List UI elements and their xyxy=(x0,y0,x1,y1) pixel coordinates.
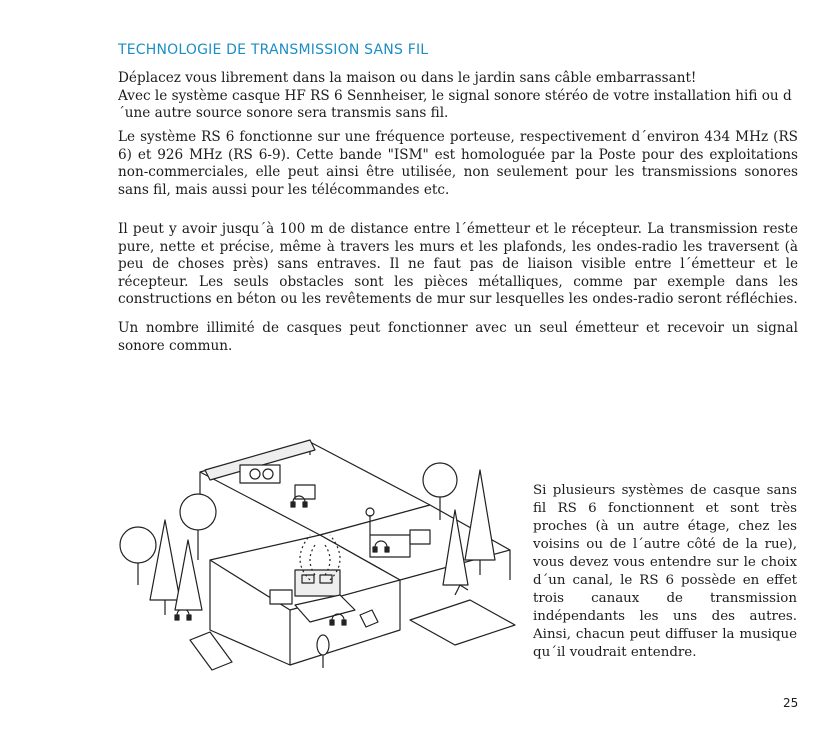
frequency-paragraph: Le système RS 6 fonctionne sur une fréquence porteuse, respectivement d´environ 434 MHz (RS 6) et 926 MHz (RS 6-9). Cette bande "ISM" est homologuée par la Poste pour des exploitations non-commerciales, elle peut ainsi être utilisée, non seulement pour les transmissions sonores sans fil, mais aussi pour les télécommandes etc. xyxy=(118,129,798,198)
house-cutaway-illustration xyxy=(110,410,520,680)
section-heading: TECHNOLOGIE DE TRANSMISSION SANS FIL xyxy=(118,42,429,58)
range-paragraph: Il peut y avoir jusqu´à 100 m de distance entre l´émetteur et le récepteur. La transmission reste pure, nette et précise, même à travers les murs et les plafonds, les ondes-radio les traversent (à peu de choses près) sans entraves. Il ne faut pas de liaison visible entre l´émetteur et le récepteur. Les seuls obstacles sont les pièces métalliques, comme par exemple dans les constructions en béton ou les revêtements de mur sur lesquelles les ondes-radio seront réfléchies. xyxy=(118,221,798,308)
page-number: 25 xyxy=(783,696,799,710)
garden-objects xyxy=(190,585,515,670)
channel-selection-paragraph: Si plusieurs systèmes de casque sans fil RS 6 fonctionnent et sont très proches (à un autre étage, chez les voisins ou de l´autre côté de la rue), vous devez vous entendre sur le choix d´un canal, le RS 6 possède en effet trois canaux de transmission indépendants les uns des autres. Ainsi, chacun peut diffuser la musique qu´il voudrait entendre. xyxy=(533,483,797,660)
multiple-headphones-paragraph: Un nombre illimité de casques peut fonctionner avec un seul émetteur et recevoir un signal sonore commun. xyxy=(118,320,798,354)
intro-paragraph: Déplacez vous librement dans la maison ou dans le jardin sans câble embarrassant! Avec le système casque HF RS 6 Sennheiser, le signal sonore stéréo de votre installation hifi ou d´une autre source sonore sera transmis sans fil. xyxy=(118,70,792,122)
